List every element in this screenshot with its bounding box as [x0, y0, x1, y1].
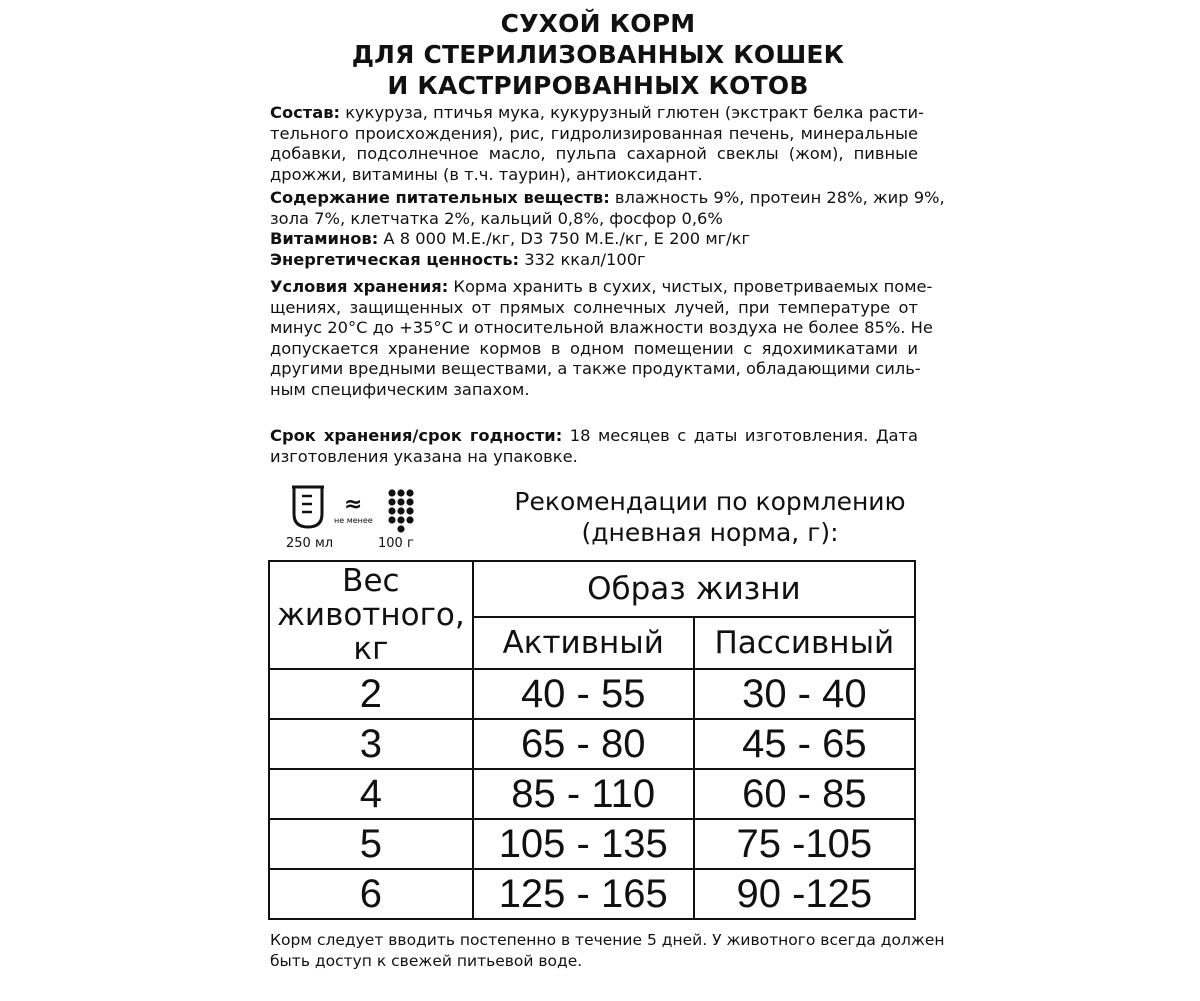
- storage-line-1: Корма хранить в сухих, чистых, проветриваемых поме-: [448, 277, 933, 296]
- storage-line-2: щениях, защищенных от прямых солнечных лучей, при температуре от: [270, 297, 918, 317]
- energy-label: Энергетическая ценность:: [270, 249, 520, 269]
- lifestyle-header: Образ жизни: [473, 561, 915, 617]
- composition-line-3: добавки, подсолнечное масло, пульпа сахарной свеклы (жом), пивные: [270, 144, 918, 164]
- composition-line-1: кукуруза, птичья мука, кукурузный глютен (экстракт белка расти-: [340, 103, 924, 122]
- table-row: [269, 719, 915, 769]
- table-row: [269, 669, 915, 719]
- passive-cell: 45 - 65: [694, 719, 915, 769]
- measure-icons: [282, 484, 432, 556]
- recommendations-line-2: (дневная норма, г):: [581, 518, 839, 547]
- energy-text: 332 ккал/100г: [519, 249, 646, 269]
- active-cell: 105 - 135: [473, 819, 694, 869]
- title-line-2: ДЛЯ СТЕРИЛИЗОВАННЫХ КОШЕК: [351, 40, 845, 69]
- note-line-1: Корм следует вводить постепенно в течение 5 дней. У животного всегда должен: [270, 931, 945, 949]
- feeding-note: [270, 930, 945, 971]
- active-header: Активный: [473, 617, 694, 669]
- nutrients-line-1: влажность 9%, протеин 28%, жир 9%,: [609, 188, 945, 207]
- shelf-life-label: Срок хранения/срок годности:: [270, 426, 563, 445]
- storage-line-4: допускается хранение кормов в одном помещении с ядохимикатами и: [270, 338, 918, 358]
- measuring-cup-icon: [290, 484, 326, 530]
- active-cell: 65 - 80: [473, 719, 694, 769]
- feeding-table: [268, 560, 916, 920]
- weight-header: [269, 561, 473, 669]
- composition-label: Состав:: [270, 103, 341, 122]
- shelf-life-line-2: изготовления указана на упаковке.: [270, 446, 578, 466]
- nutrients-label: Содержание питательных веществ:: [270, 188, 610, 207]
- storage-paragraph: [270, 277, 933, 401]
- storage-line-6: ным специфическим запахом.: [270, 379, 530, 399]
- weight-header-line-3: кг: [353, 631, 389, 667]
- weight-label: 100 г: [378, 536, 414, 551]
- weight-cell: 5: [269, 819, 473, 869]
- composition-line-4: дрожжи, витамины (в т.ч. таурин), антиоксидант.: [270, 164, 703, 184]
- kibble-pellets-icon: [386, 488, 416, 534]
- table-row: [269, 819, 915, 869]
- nutrients-line-2: зола 7%, клетчатка 2%, кальций 0,8%, фосфор 0,6%: [270, 208, 723, 228]
- cup-volume-label: 250 мл: [286, 536, 334, 551]
- weight-cell: 6: [269, 869, 473, 919]
- passive-cell: 75 -105: [694, 819, 915, 869]
- weight-cell: 2: [269, 669, 473, 719]
- min-label: не менее: [334, 516, 373, 525]
- title-line-3: И КАСТРИРОВАННЫХ КОТОВ: [387, 71, 809, 100]
- shelf-life-line-1: 18 месяцев с даты изготовления. Дата: [562, 426, 918, 445]
- feeding-recommendations-heading: [480, 486, 940, 548]
- active-cell: 40 - 55: [473, 669, 694, 719]
- weight-cell: 3: [269, 719, 473, 769]
- shelf-life-paragraph: [270, 426, 918, 467]
- nutrients-paragraph: [270, 188, 945, 270]
- weight-cell: 4: [269, 769, 473, 819]
- passive-header: Пассивный: [694, 617, 915, 669]
- passive-cell: 90 -125: [694, 869, 915, 919]
- active-cell: 125 - 165: [473, 869, 694, 919]
- storage-line-5: другими вредными веществами, а также продуктами, обладающими силь-: [270, 359, 921, 379]
- table-row: [269, 869, 915, 919]
- note-line-2: быть доступ к свежей питьевой воде.: [270, 951, 583, 970]
- vitamins-label: Витаминов:: [270, 229, 379, 249]
- title-line-1: СУХОЙ КОРМ: [500, 9, 696, 38]
- weight-header-line-2: животного,: [277, 597, 465, 633]
- approx-icon: ≈: [344, 492, 363, 517]
- composition-paragraph: [270, 103, 924, 185]
- weight-header-line-1: Вес: [342, 563, 400, 599]
- composition-line-2: тельного происхождения), рис, гидролизированная печень, минеральные: [270, 123, 918, 143]
- vitamins-text: А 8 000 М.Е./кг, D3 750 М.Е./кг, Е 200 мг/кг: [378, 229, 751, 249]
- recommendations-line-1: Рекомендации по кормлению: [514, 487, 906, 516]
- passive-cell: 30 - 40: [694, 669, 915, 719]
- storage-label: Условия хранения:: [270, 277, 449, 296]
- passive-cell: 60 - 85: [694, 769, 915, 819]
- active-cell: 85 - 110: [473, 769, 694, 819]
- table-row: [269, 769, 915, 819]
- storage-line-3: минус 20°С до +35°С и относительной влажности воздуха не более 85%. Не: [270, 318, 933, 338]
- product-title: [268, 8, 928, 101]
